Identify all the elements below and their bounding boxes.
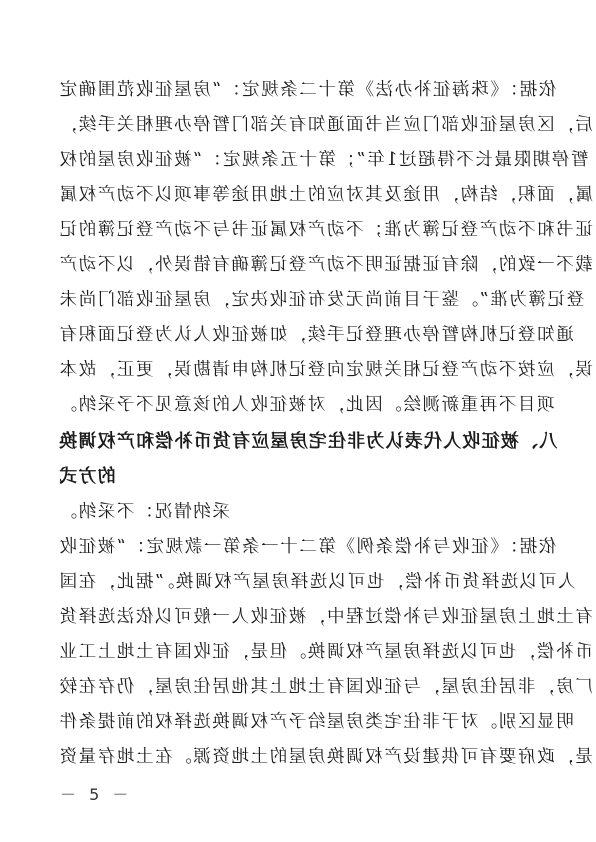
text-line: 依据：《征收与补偿条例》第二十一条第一款规定：“被征收: [58, 537, 557, 557]
text-line: 暂停期限最长不得超过1年”；第十五条规定：“被征收房屋的权: [58, 150, 589, 170]
text-line: 误，应按不动产登记相关规定向登记机构申请勘误，更正，故本: [58, 360, 593, 380]
section-heading: 的方式: [58, 466, 116, 487]
text-line: 证书和不动产登记簿为准；不动产权属证书与不动产登记簿的记: [58, 220, 593, 240]
text-line: 项目不再重新测绘。因此，对被征收人的该意见不予采纳。: [58, 395, 555, 415]
text-line: 币补偿，也可以选择房屋产权调换。但是，征收国有土地上工业: [58, 642, 593, 662]
section-heading: 八、被征收人代表认为非住宅房屋应有货币补偿和产权调换: [58, 431, 558, 452]
text-line: 依据：《珠海征补办法》第十二条规定：“房屋征收范围确定: [58, 80, 557, 100]
text-line: 厂房，非居住房屋，与征收国有土地上其他居住房屋，仍存在较: [58, 677, 593, 697]
text-line: 有土地上房屋征收与补偿过程中，被征收人一般可以依法选择货: [58, 607, 593, 627]
text-line: 登记簿为准”。鉴于目前尚无发布征收决定，房屋征收部门尚未: [58, 290, 585, 310]
text-line: 载不一致的，除有证据证明不动产登记簿确有错误外，以不动产: [58, 255, 593, 275]
text-line: 属，面积，结构，用途及其对应的土地用途等事项以不动产权属: [58, 185, 593, 205]
text-line: 人可以选择货币补偿，也可以选择房屋产权调换。”据此，在国: [58, 572, 576, 592]
text-line: 采纳情况：不采纳。: [58, 502, 230, 522]
text-line: 通知登记机构暂停办理登记手续，如被征收人认为登记面积有: [58, 325, 574, 345]
text-line: 后，区房屋征收部门应当书面通知有关部门暂停办理相关手续，: [58, 115, 593, 135]
page-number: － 5 －: [60, 785, 133, 804]
text-line: 是，政府要有可供建设产权调换房屋的土地资源。在土地存量资: [58, 747, 593, 767]
text-line: 明显区别。对于非住宅类房屋给予产权调换选择权的前提条件: [58, 712, 574, 732]
